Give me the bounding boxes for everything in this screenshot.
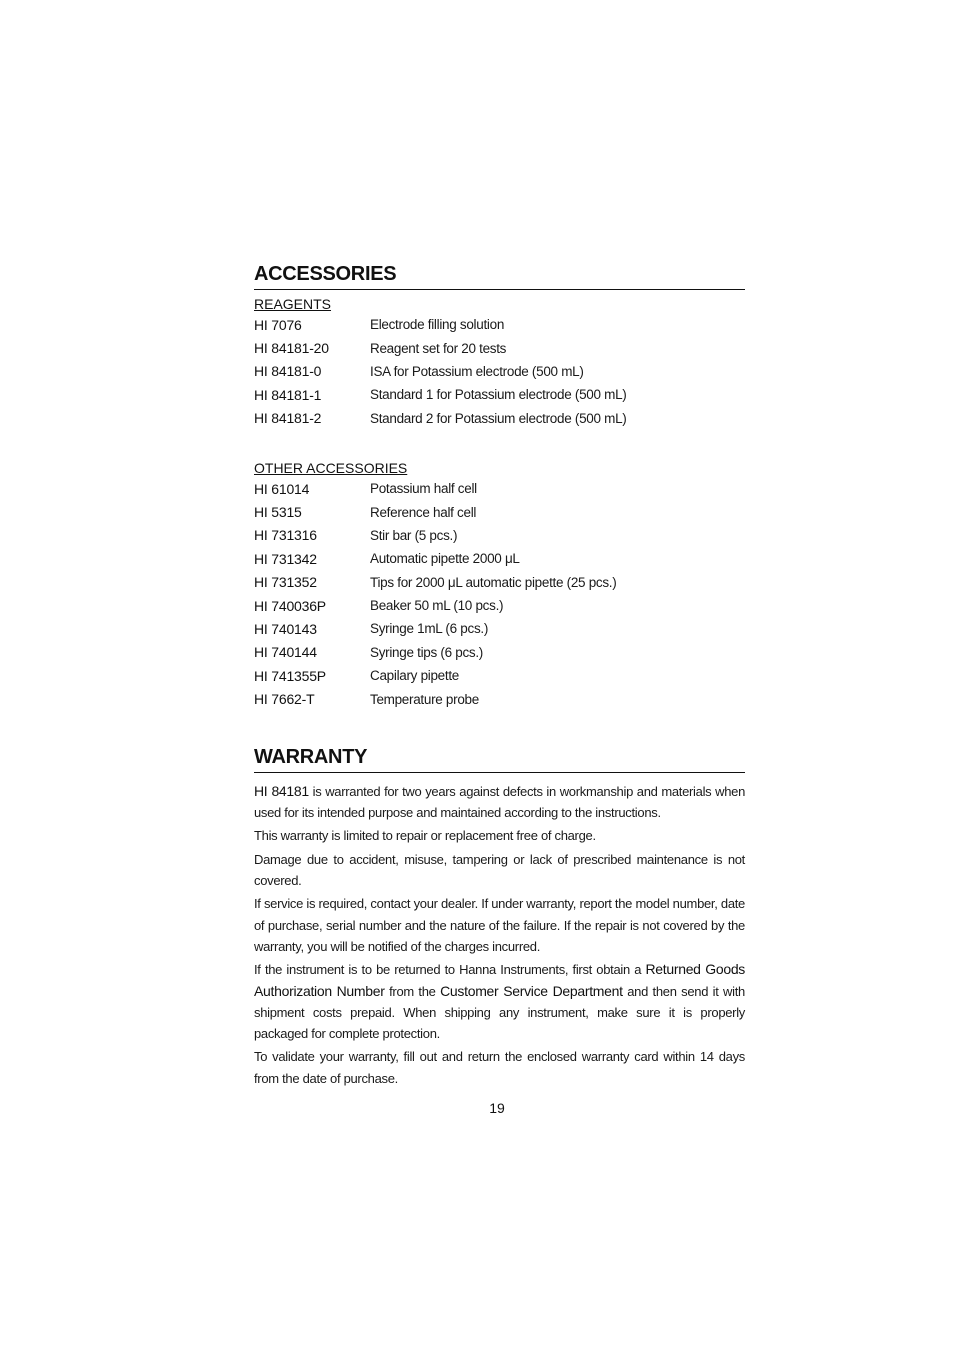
reagents-heading: REAGENTS [254,296,332,312]
item-description: Electrode filling solution [370,317,505,333]
list-item [254,360,745,383]
item-code: HI 740143 [254,620,317,637]
other-accessories-heading: OTHER ACCESSORIES [254,459,408,476]
item-code: HI 5315 [254,504,302,521]
item-description: Stir bar (5 pcs.) [370,527,458,543]
list-item [254,571,745,594]
warranty-paragraph-2: This warranty is limited to repair or replacement free of charge. [254,828,596,844]
list-item [254,524,745,547]
item-description: Reagent set for 20 tests [370,340,507,356]
item-code: HI 84181-0 [254,363,322,380]
item-code: HI 741355P [254,667,326,684]
spacer [254,711,745,745]
rga-number-term: Returned Goods Authorization Number [254,961,746,999]
item-code: HI 7076 [254,316,302,333]
item-description: Standard 2 for Potassium electrode (500 mL) [370,410,627,426]
warranty-body [254,781,745,1089]
item-description: Syringe tips (6 pcs.) [370,644,483,660]
list-item [254,407,745,430]
list-item [254,313,745,336]
warranty-paragraph-3: Damage due to accident, misuse, tampering or lack of prescribed maintenance is not covered. [254,851,745,889]
item-description: Tips for 2000 μL automatic pipette (25 pcs.) [370,574,617,590]
item-description: Syringe 1mL (6 pcs.) [370,621,489,637]
item-code: HI 61014 [254,480,310,497]
warranty-paragraph-6: To validate your warranty, fill out and return the enclosed warranty card within 14 days from the date of purchase. [254,1049,745,1086]
customer-service-term: Customer Service Department [440,982,623,999]
warranty-paragraph-4: If service is required, contact your dealer. If under warranty, report the model number, date of purchase, serial number and the nature of the failure. If the repair is not covered by the warranty, you will be notified of the charges incurred. [254,896,745,954]
page-content [254,262,745,1091]
item-code: HI 740036P [254,597,326,614]
page-number: 19 [489,1100,505,1116]
list-item [254,641,745,664]
list-item [254,500,745,523]
list-item [254,383,745,406]
spacer [254,430,745,454]
item-code: HI 84181-1 [254,386,322,403]
paragraph-text: is warranted for two years against defects in workmanship and materials when used for its intended purpose and maintained according to the instructions. [254,783,745,821]
item-description: Standard 1 for Potassium electrode (500 mL) [370,387,627,403]
item-code: HI 731352 [254,574,317,591]
paragraph-text: If the instrument is to be returned to Hanna Instruments, first obtain a [254,962,646,978]
item-code: HI 7662-T [254,691,315,708]
item-description: Reference half cell [370,504,477,520]
list-item [254,547,745,570]
item-description: Beaker 50 mL (10 pcs.) [370,598,504,614]
list-item [254,687,745,710]
accessories-title: ACCESSORIES [254,262,745,290]
item-description: Temperature probe [370,691,479,707]
model-number: HI 84181 [254,782,309,799]
list-item [254,594,745,617]
item-code: HI 740144 [254,644,317,661]
item-code: HI 731316 [254,527,317,544]
item-description: Automatic pipette 2000 μL [370,551,520,567]
paragraph-text: and then send it with shipment costs prepaid. When shipping any instrument, make sure it is properly packaged for complete protection. [254,983,745,1042]
item-description: Potassium half cell [370,481,477,497]
list-item [254,617,745,640]
warranty-paragraph-5 [254,959,745,1044]
other-accessories-list [254,477,745,711]
item-code: HI 731342 [254,550,317,567]
item-code: HI 84181-2 [254,410,322,427]
list-item [254,336,745,359]
paragraph-text: from the [384,983,441,999]
list-item [254,477,745,500]
reagents-list [254,313,745,430]
item-description: Capilary pipette [370,668,460,684]
warranty-paragraph-1 [254,781,745,824]
warranty-title: WARRANTY [254,745,745,773]
list-item [254,664,745,687]
item-code: HI 84181-20 [254,340,329,357]
item-description: ISA for Potassium electrode (500 mL) [370,363,584,379]
